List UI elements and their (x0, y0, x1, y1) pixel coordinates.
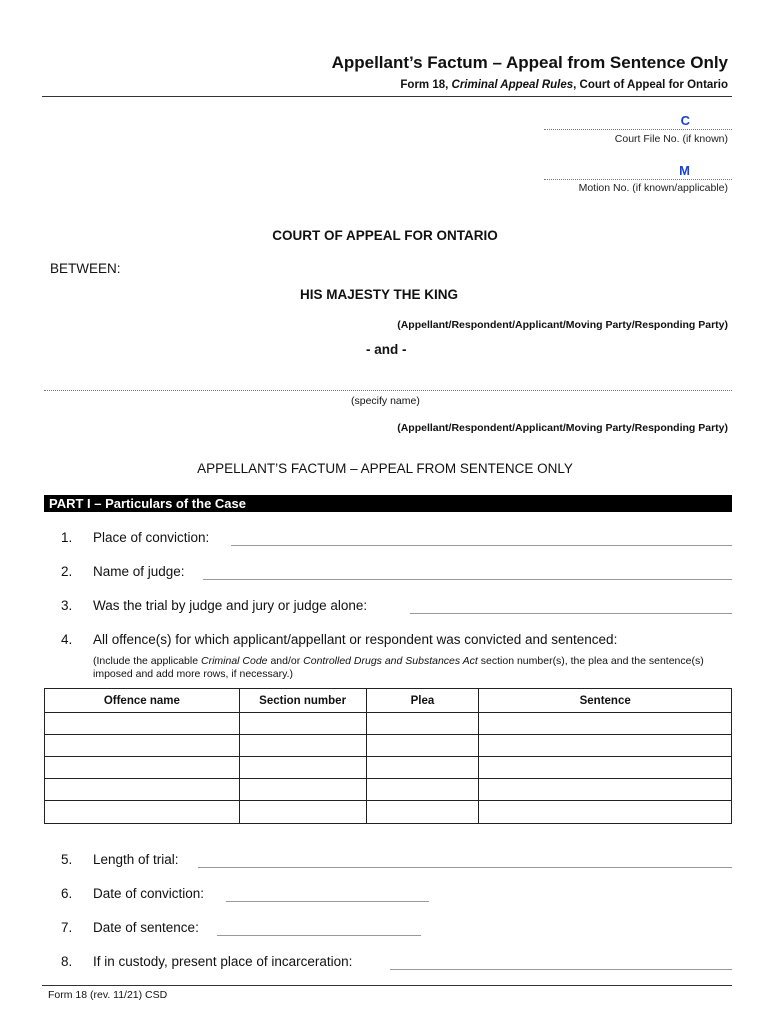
q3-number: 3. (61, 598, 73, 613)
court-file-no-line[interactable] (544, 129, 732, 130)
offence-name-cell[interactable] (45, 713, 240, 735)
q4-number: 4. (61, 632, 73, 647)
sentence-cell[interactable] (479, 757, 732, 779)
table-row (45, 735, 732, 757)
q6-text: Date of conviction: (93, 886, 205, 901)
header-rule (42, 96, 732, 97)
plea-cell[interactable] (366, 801, 479, 824)
form-version: Form 18 (rev. 11/21) CSD (48, 989, 168, 1001)
court-file-no-label: Court File No. (if known) (614, 133, 728, 145)
party1-role: (Appellant/Respondent/Applicant/Moving Party/Responding Party) (397, 319, 728, 331)
plea-cell[interactable] (366, 757, 479, 779)
factum-heading: APPELLANT’S FACTUM – APPEAL FROM SENTENCE ONLY (197, 461, 573, 476)
motion-no-line[interactable] (544, 179, 732, 180)
between-label: BETWEEN: (50, 261, 121, 276)
q1-number: 1. (61, 530, 73, 545)
q2-text: Name of judge: (93, 564, 185, 579)
table-header-row (45, 689, 732, 713)
section-number-cell[interactable] (239, 757, 366, 779)
table-row (45, 713, 732, 735)
plea-cell[interactable] (366, 735, 479, 757)
q3-answer-line[interactable] (410, 613, 732, 614)
offence-name-cell[interactable] (45, 801, 240, 824)
offence-name-cell[interactable] (45, 779, 240, 801)
col-header-plea: Plea (366, 689, 479, 713)
q2-number: 2. (61, 564, 73, 579)
motion-no-value[interactable]: M (679, 163, 690, 178)
table-row (45, 757, 732, 779)
q4-note: (Include the applicable Criminal Code and/or Controlled Drugs and Substances Act section number(s), the plea and the sentence(s) imposed and add more rows, if necessary.) (93, 655, 704, 680)
section-number-cell[interactable] (239, 801, 366, 824)
motion-no-label: Motion No. (if known/applicable) (578, 182, 728, 194)
section-number-cell[interactable] (239, 735, 366, 757)
sentence-cell[interactable] (479, 735, 732, 757)
section-number-cell[interactable] (239, 779, 366, 801)
q3-text: Was the trial by judge and jury or judge alone: (93, 598, 368, 613)
party2-name-line[interactable] (44, 390, 732, 391)
court-file-no-value[interactable]: C (680, 113, 690, 128)
q7-text: Date of sentence: (93, 920, 199, 935)
offence-name-cell[interactable] (45, 735, 240, 757)
q7-number: 7. (61, 920, 73, 935)
table-row (45, 801, 732, 824)
q8-text: If in custody, present place of incarceration: (93, 954, 353, 969)
q1-text: Place of conviction: (93, 530, 210, 545)
q6-answer-line[interactable] (226, 901, 429, 902)
offence-name-cell[interactable] (45, 757, 240, 779)
q6-number: 6. (61, 886, 73, 901)
sentence-cell[interactable] (479, 713, 732, 735)
form-subtitle: Form 18, Criminal Appeal Rules, Court of Appeal for Ontario (400, 79, 728, 91)
q8-answer-line[interactable] (390, 969, 732, 970)
q5-text: Length of trial: (93, 852, 179, 867)
q8-number: 8. (61, 954, 73, 969)
section-number-cell[interactable] (239, 713, 366, 735)
q2-answer-line[interactable] (203, 579, 732, 580)
sentence-cell[interactable] (479, 801, 732, 824)
part1-header: PART I – Particulars of the Case (44, 495, 732, 512)
party2-specify-label: (specify name) (351, 395, 420, 407)
and-separator: - and - (366, 342, 407, 357)
plea-cell[interactable] (366, 779, 479, 801)
q1-answer-line[interactable] (231, 545, 732, 546)
table-row (45, 779, 732, 801)
q5-number: 5. (61, 852, 73, 867)
footer-rule (42, 985, 732, 986)
offence-table (44, 688, 732, 824)
col-header-offence-name: Offence name (45, 689, 240, 713)
party2-role: (Appellant/Respondent/Applicant/Moving Party/Responding Party) (397, 422, 728, 434)
court-name: COURT OF APPEAL FOR ONTARIO (272, 228, 498, 243)
q7-answer-line[interactable] (217, 935, 421, 936)
q5-answer-line[interactable] (198, 867, 732, 868)
party1-name: HIS MAJESTY THE KING (300, 287, 459, 302)
form-title: Appellant’s Factum – Appeal from Sentence Only (331, 53, 728, 72)
sentence-cell[interactable] (479, 779, 732, 801)
col-header-section-number: Section number (239, 689, 366, 713)
plea-cell[interactable] (366, 713, 479, 735)
col-header-sentence: Sentence (479, 689, 732, 713)
q4-text: All offence(s) for which applicant/appellant or respondent was convicted and sentenced: (93, 632, 618, 647)
